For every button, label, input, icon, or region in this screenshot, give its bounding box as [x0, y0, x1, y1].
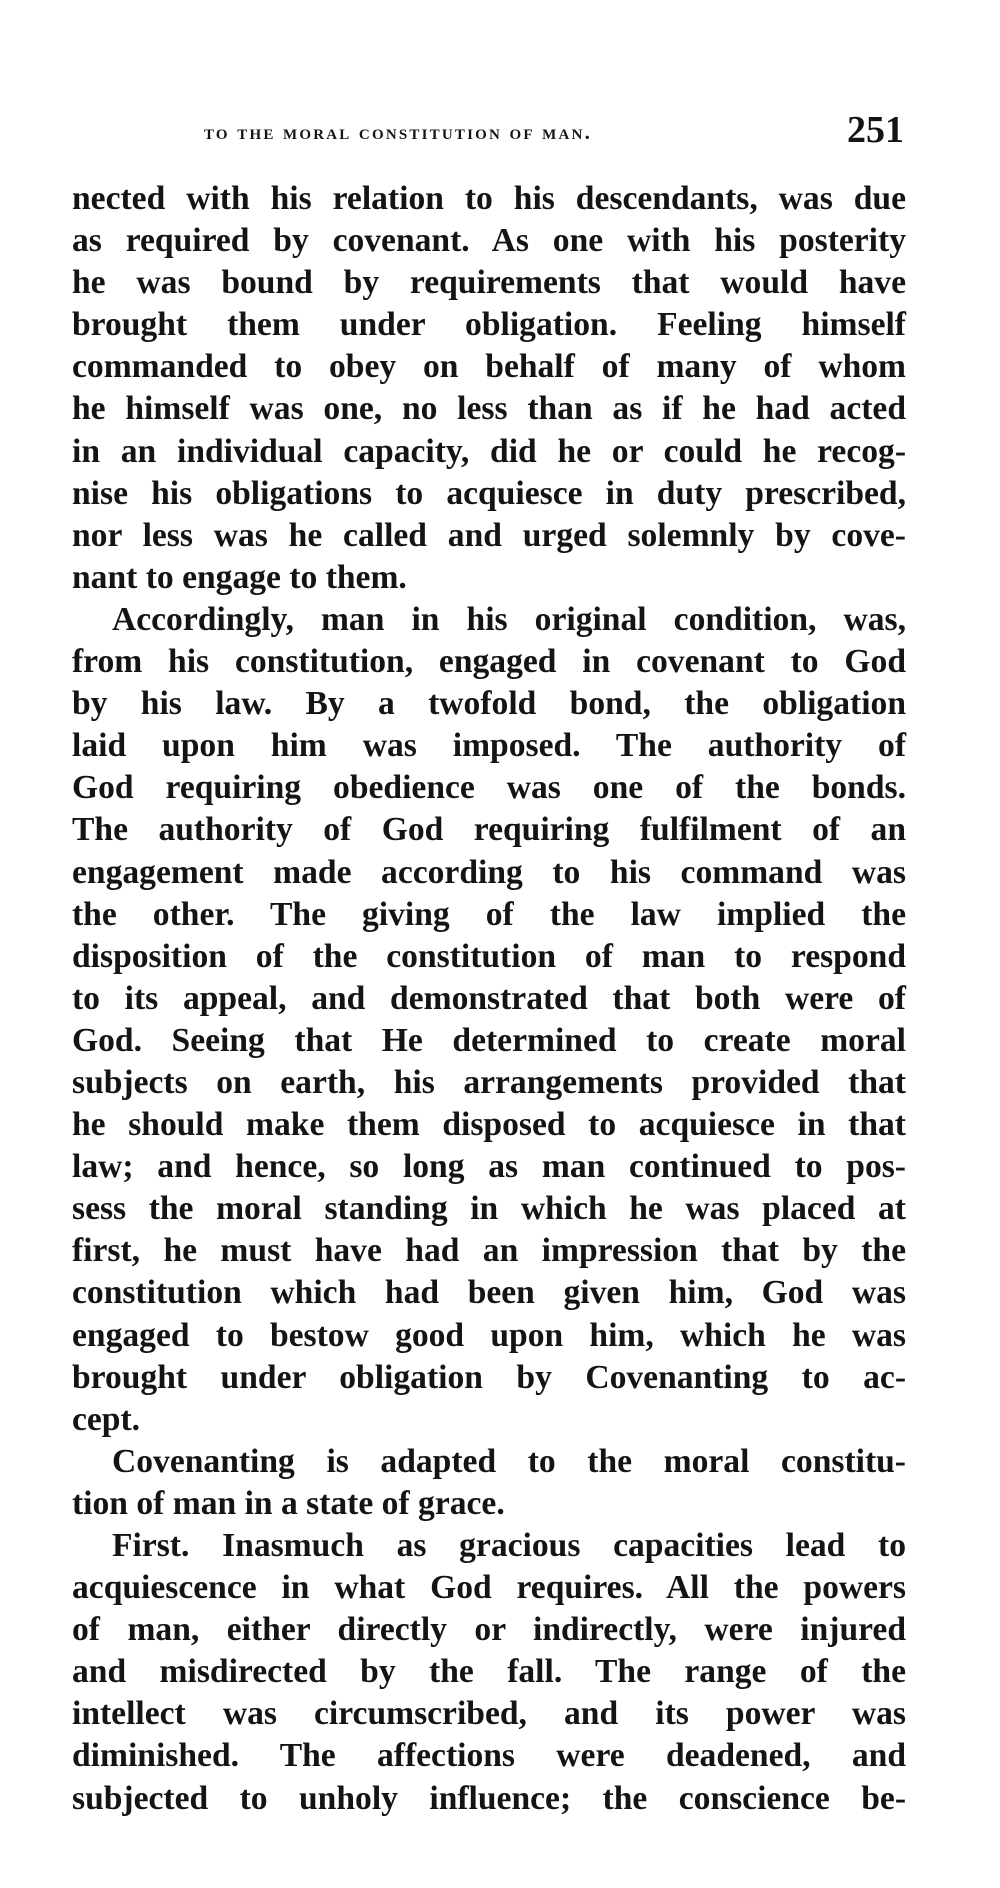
text-line: subjects on earth, his arrangements provided that: [72, 1063, 906, 1101]
text-line: God. Seeing that He determined to create moral: [72, 1021, 906, 1059]
text-line: he himself was one, no less than as if he had acted: [72, 390, 906, 428]
text-line: nected with his relation to his descendants, was due: [72, 180, 906, 217]
page-header: [204, 108, 904, 158]
paragraph-start-line: First. Inasmuch as gracious capacities lead to: [112, 1527, 906, 1564]
text-line: and misdirected by the fall. The range of the: [72, 1653, 906, 1691]
text-line: diminished. The affections were deadened, and: [72, 1737, 906, 1775]
text-line: nise his obligations to acquiesce in duty prescribed,: [72, 474, 906, 512]
page-number: 251: [847, 109, 904, 151]
text-line: he was bound by requirements that would have: [72, 264, 906, 302]
text-line: laid upon him was imposed. The authority of: [72, 727, 906, 765]
text-line: disposition of the constitution of man to respond: [72, 937, 906, 975]
text-line: from his constitution, engaged in covenant to God: [72, 643, 906, 681]
text-line: as required by covenant. As one with his posterity: [72, 222, 906, 260]
text-line: engagement made according to his command was: [72, 853, 906, 891]
text-line: engaged to bestow good upon him, which he was: [72, 1316, 906, 1354]
text-line: the other. The giving of the law implied the: [72, 895, 906, 933]
paragraph-start-line: Accordingly, man in his original condition, was,: [112, 600, 906, 638]
text-line: cept.: [72, 1400, 141, 1438]
text-line: commanded to obey on behalf of many of whom: [72, 348, 906, 386]
text-line: nor less was he called and urged solemnly by cove-: [72, 516, 906, 554]
text-line: brought under obligation by Covenanting to ac-: [72, 1358, 906, 1396]
text-line: by his law. By a twofold bond, the obligation: [72, 685, 906, 723]
running-head: to the moral constitution of man.: [204, 120, 593, 144]
text-line: The authority of God requiring fulfilment of an: [72, 811, 906, 849]
text-line: he should make them disposed to acquiesce in that: [72, 1106, 906, 1144]
text-line: subjected to unholy influence; the conscience be-: [72, 1779, 906, 1817]
text-line: constitution which had been given him, God was: [72, 1274, 906, 1312]
text-line: law; and hence, so long as man continued to pos-: [72, 1148, 906, 1186]
text-line: intellect was circumscribed, and its power was: [72, 1695, 906, 1733]
text-line: sess the moral standing in which he was placed at: [72, 1190, 906, 1228]
text-line: nant to engage to them.: [72, 558, 407, 596]
text-line: tion of man in a state of grace.: [72, 1484, 505, 1522]
text-line: acquiescence in what God requires. All the powers: [72, 1569, 906, 1607]
text-line: God requiring obedience was one of the bonds.: [72, 769, 906, 807]
text-line: to its appeal, and demonstrated that both were of: [72, 979, 906, 1017]
text-line: of man, either directly or indirectly, were injured: [72, 1611, 906, 1649]
text-line: first, he must have had an impression that by the: [72, 1232, 906, 1270]
text-line: in an individual capacity, did he or could he recog-: [72, 432, 906, 470]
paragraph-start-line: Covenanting is adapted to the moral constitu-: [112, 1442, 906, 1480]
body-text: [72, 178, 906, 1820]
text-line: brought them under obligation. Feeling himself: [72, 306, 906, 344]
